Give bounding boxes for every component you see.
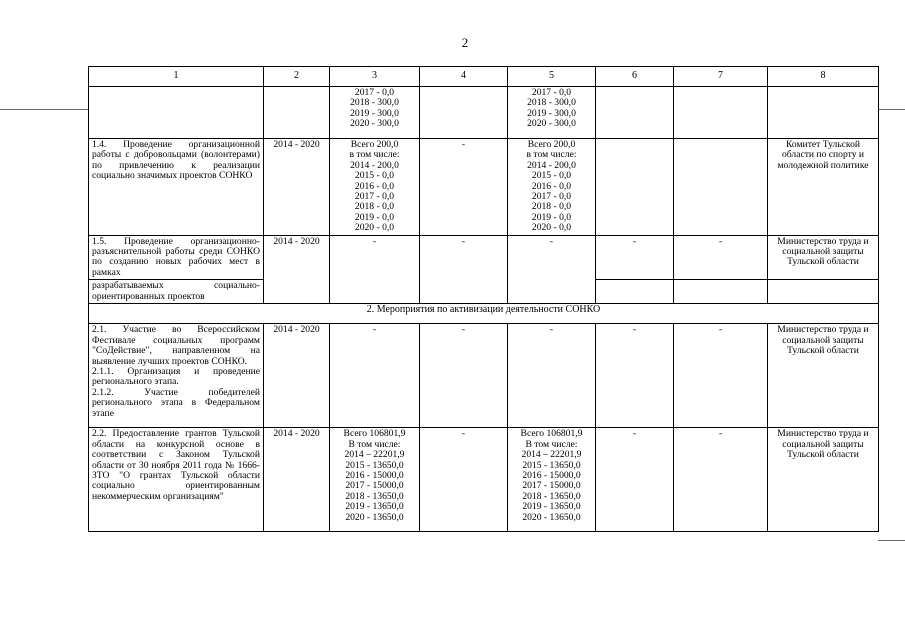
funding-total-cell xyxy=(330,428,420,532)
activity-cell: 1.4. Проведение организационной работы с добровольцами (волонтерами) по привлечению к реализации социально значимых проектов СОНКО xyxy=(89,139,264,236)
responsible-cell: Комитет Тульской области по спорту и молодежной политике xyxy=(768,139,879,236)
activity-cell: разрабатываемых социально-ориентированных проектов xyxy=(89,280,264,304)
scan-line-left xyxy=(0,109,88,110)
header-cell: 6 xyxy=(596,67,674,87)
federal-funding-cell: - xyxy=(420,428,508,532)
table-row xyxy=(89,139,879,236)
other-funding-cell: - xyxy=(596,324,674,428)
cell xyxy=(89,87,264,139)
extra-funding-cell: - xyxy=(674,235,768,280)
responsible-cell: Министерство труда и социальной защиты Тульской области xyxy=(768,428,879,532)
funding-line: 2016 - 15000,0 xyxy=(522,469,581,481)
table-row xyxy=(89,324,879,428)
activity-cell: 1.5. Проведение организационно-разъяснительной работы среди СОНКО по созданию новых рабочих мест в рамках xyxy=(89,235,264,280)
funding-line: В том числе: xyxy=(525,438,578,450)
cell xyxy=(674,87,768,139)
funding-line: 2020 - 13650,0 xyxy=(345,511,404,523)
period-cell: 2014 - 2020 xyxy=(264,324,330,428)
other-funding-cell: - xyxy=(596,235,674,280)
header-cell: 8 xyxy=(768,67,879,87)
funding-line: 2018 - 13650,0 xyxy=(522,490,581,502)
federal-funding-cell: - xyxy=(420,235,508,304)
funding-line: 2016 - 15000,0 xyxy=(345,469,404,481)
cell xyxy=(768,87,879,139)
activity-cell xyxy=(89,324,264,428)
funding-line: 2015 - 13650,0 xyxy=(345,459,404,471)
extra-funding-cell: - xyxy=(674,324,768,428)
funding-line: 2019 - 300,0 xyxy=(350,107,399,119)
funding-line: 2016 - 0,0 xyxy=(354,180,395,192)
funding-line: В том числе: xyxy=(348,438,401,450)
table-row xyxy=(89,87,879,139)
funding-line: 2017 - 0,0 xyxy=(531,191,572,203)
header-row xyxy=(89,67,879,87)
activity-subitem: 2.1.1. Организация и проведение регионального этапа. xyxy=(92,365,260,388)
header-cell: 4 xyxy=(420,67,508,87)
funding-line: 2018 - 300,0 xyxy=(350,97,399,109)
funding-line: 2015 - 13650,0 xyxy=(522,459,581,471)
cell xyxy=(768,280,879,304)
header-cell: 2 xyxy=(264,67,330,87)
funding-line: 2019 - 0,0 xyxy=(354,211,395,223)
funding-line: Всего 200,0 xyxy=(350,139,399,150)
funding-line: 2014 - 200,0 xyxy=(350,159,399,171)
funding-line: 2017 - 0,0 xyxy=(354,87,395,98)
header-cell: 1 xyxy=(89,67,264,87)
cell xyxy=(674,280,768,304)
cell xyxy=(596,139,674,236)
federal-funding-cell: - xyxy=(420,139,508,236)
period-cell: 2014 - 2020 xyxy=(264,235,330,304)
table-row xyxy=(89,235,879,280)
funding-total-cell: - xyxy=(330,324,420,428)
funding-budget-cell: - xyxy=(508,324,596,428)
funding-line: Всего 106801,9 xyxy=(343,428,406,440)
funding-budget-cell xyxy=(508,428,596,532)
table-row xyxy=(89,428,879,532)
section-row xyxy=(89,304,879,324)
responsible-cell: Министерство труда и социальной защиты Тульской области xyxy=(768,324,879,428)
funding-budget-cell xyxy=(508,87,596,139)
cell xyxy=(596,87,674,139)
funding-line: 2019 - 0,0 xyxy=(531,211,572,223)
activity-cell: 2.2. Предоставление грантов Тульской области на конкурсной основе в соответствии с Законом Тульской области от 30 ноября 2011 года № 1666-ЗТО "О грантах Тульской области социально ориентированным некоммерческим организациям" xyxy=(89,428,264,532)
funding-line: 2017 - 15000,0 xyxy=(345,480,404,492)
funding-line: 2017 - 0,0 xyxy=(531,87,572,98)
funding-line: в том числе: xyxy=(526,149,577,161)
header-cell: 3 xyxy=(330,67,420,87)
funding-line: 2018 - 0,0 xyxy=(531,201,572,213)
funding-line: 2014 - 200,0 xyxy=(527,159,576,171)
funding-line: 2014 – 22201,9 xyxy=(344,449,405,461)
header-cell: 5 xyxy=(508,67,596,87)
funding-line: 2017 - 15000,0 xyxy=(522,480,581,492)
funding-line: 2020 - 300,0 xyxy=(350,118,399,130)
funding-total-cell xyxy=(330,87,420,139)
funding-line: 2020 - 300,0 xyxy=(527,118,576,130)
program-table xyxy=(88,66,879,532)
funding-line: Всего 200,0 xyxy=(527,139,576,150)
cell xyxy=(420,87,508,139)
funding-line: в том числе: xyxy=(349,149,400,161)
period-cell: 2014 - 2020 xyxy=(264,428,330,532)
funding-line: 2020 - 13650,0 xyxy=(522,511,581,523)
activity-text: 2.1. Участие во Всероссийском Фестивале социальных программ "СоДействие", направленном на выявление лучших проектов СОНКО. xyxy=(92,324,260,367)
funding-line: 2018 - 0,0 xyxy=(354,201,395,213)
funding-line: 2017 - 0,0 xyxy=(354,191,395,203)
funding-line: 2020 - 0,0 xyxy=(354,222,395,234)
header-cell: 7 xyxy=(674,67,768,87)
funding-budget-cell xyxy=(508,139,596,236)
funding-line: 2018 - 300,0 xyxy=(527,97,576,109)
funding-line: Всего 106801,9 xyxy=(520,428,583,440)
funding-line: 2018 - 13650,0 xyxy=(345,490,404,502)
page-number: 2 xyxy=(461,35,469,50)
funding-line: 2019 - 300,0 xyxy=(527,107,576,119)
funding-line: 2016 - 0,0 xyxy=(531,180,572,192)
funding-line: 2015 - 0,0 xyxy=(531,170,572,182)
responsible-cell: Министерство труда и социальной защиты Тульской области xyxy=(768,235,879,280)
funding-line: 2015 - 0,0 xyxy=(354,170,395,182)
cell xyxy=(596,280,674,304)
funding-line: 2020 - 0,0 xyxy=(531,222,572,234)
funding-line: 2019 - 13650,0 xyxy=(345,501,404,513)
scan-line-right-lower xyxy=(878,540,905,541)
cell xyxy=(264,87,330,139)
funding-line: 2019 - 13650,0 xyxy=(522,501,581,513)
scan-line-right xyxy=(878,109,905,110)
funding-total-cell xyxy=(330,139,420,236)
other-funding-cell: - xyxy=(596,428,674,532)
section-title: 2. Мероприятия по активизации деятельности СОНКО xyxy=(89,304,879,324)
funding-budget-cell: - xyxy=(508,235,596,304)
extra-funding-cell: - xyxy=(674,428,768,532)
funding-total-cell: - xyxy=(330,235,420,304)
federal-funding-cell: - xyxy=(420,324,508,428)
activity-subitem: 2.1.2. Участие победителей регионального этапа в Федеральном этапе xyxy=(92,386,260,419)
funding-line: 2014 – 22201,9 xyxy=(521,449,582,461)
period-cell: 2014 - 2020 xyxy=(264,139,330,236)
cell xyxy=(674,139,768,236)
